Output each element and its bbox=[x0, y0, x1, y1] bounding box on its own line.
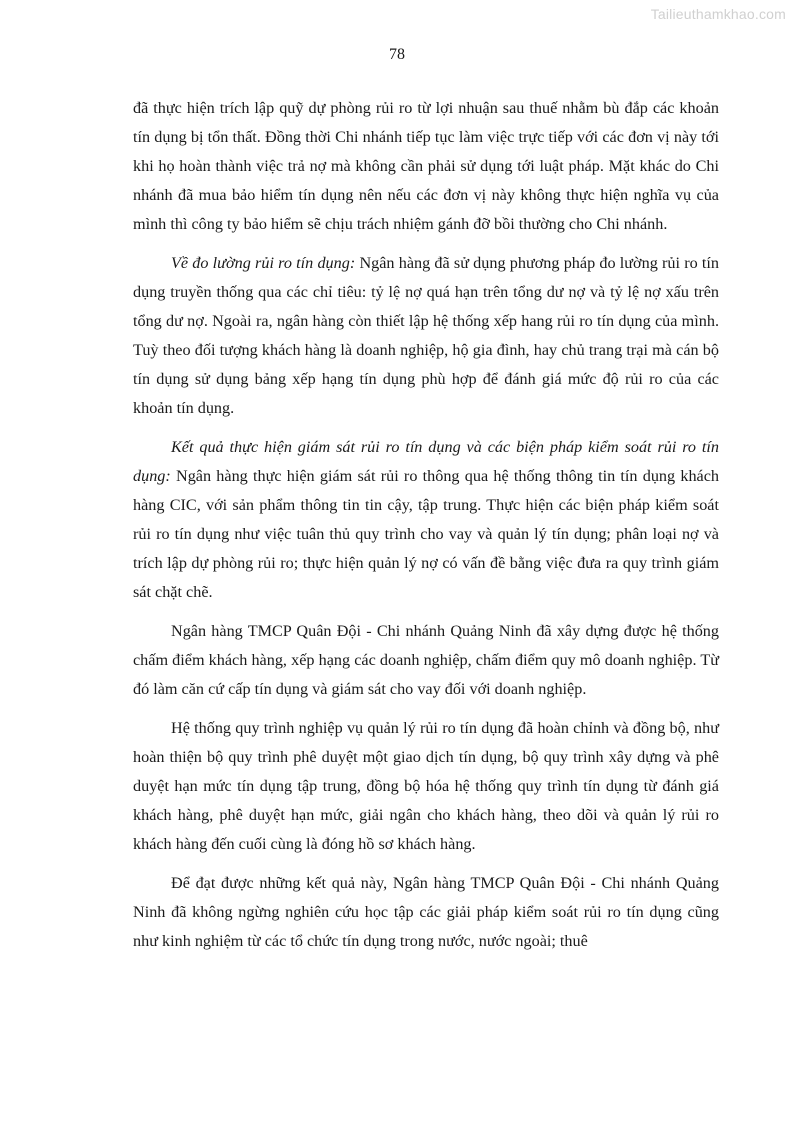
paragraph-2 bbox=[133, 249, 719, 423]
paragraph-6: Để đạt được những kết quả này, Ngân hàng TMCP Quân Đội - Chi nhánh Quảng Ninh đã không ngừng nghiên cứu học tập các giải pháp kiểm soát rủi ro tín dụng cũng như kinh nghiệm từ các tổ chức tín dụng trong nước, nước ngoài; thuê bbox=[133, 874, 719, 950]
paragraph-4: Ngân hàng TMCP Quân Đội - Chi nhánh Quảng Ninh đã xây dựng được hệ thống chấm điểm khách hàng, xếp hạng các doanh nghiệp, chấm điểm quy mô doanh nghiệp. Từ đó làm căn cứ cấp tín dụng và giám sát cho vay đối với doanh nghiệp. bbox=[133, 622, 719, 698]
paragraph-3 bbox=[133, 433, 719, 607]
page-number: 78 bbox=[389, 46, 405, 63]
watermark: Tailieuthamkhao.com bbox=[650, 6, 786, 22]
paragraph-1: đã thực hiện trích lập quỹ dự phòng rủi ro từ lợi nhuận sau thuế nhằm bù đắp các khoản tín dụng bị tổn thất. Đồng thời Chi nhánh tiếp tục làm việc trực tiếp với các đơn vị này tới khi họ hoàn thành việc trả nợ mà không cần phải sử dụng tới luật pháp. Mặt khác do Chi nhánh đã mua bảo hiểm tín dụng nên nếu các đơn vị này không thực hiện nghĩa vụ của mình thì công ty bảo hiểm sẽ chịu trách nhiệm gánh đỡ bồi thường cho Chi nhánh. bbox=[133, 99, 719, 233]
paragraph-2-heading: Về đo lường rủi ro tín dụng: bbox=[171, 254, 356, 272]
document-body bbox=[133, 94, 719, 966]
paragraph-5: Hệ thống quy trình nghiệp vụ quản lý rủi ro tín dụng đã hoàn chỉnh và đồng bộ, như hoàn thiện bộ quy trình phê duyệt một giao dịch tín dụng, bộ quy trình xây dựng và phê duyệt hạn mức tín dụng tập trung, đồng bộ hóa hệ thống quy trình tín dụng từ đánh giá khách hàng, phê duyệt hạn mức, giải ngân cho khách hàng, theo dõi và quản lý rủi ro khách hàng đến cuối cùng là đóng hồ sơ khách hàng. bbox=[133, 719, 719, 853]
paragraph-3-heading: Kết quả thực hiện giám sát rủi ro tín dụng và các biện pháp kiểm soát rủi ro tín dụng: bbox=[133, 438, 719, 485]
paragraph-3-body: Ngân hàng thực hiện giám sát rủi ro thông qua hệ thống thông tin tín dụng khách hàng CIC, với sản phẩm thông tin tin cậy, tập trung. Thực hiện các biện pháp kiểm soát rủi ro tín dụng như việc tuân thủ quy trình cho vay và quản lý tín dụng; phân loại nợ và trích lập dự phòng rủi ro; thực hiện quản lý nợ có vấn đề bằng việc đưa ra quy trình giám sát chặt chẽ. bbox=[133, 467, 719, 601]
paragraph-2-body: Ngân hàng đã sử dụng phương pháp đo lường rủi ro tín dụng truyền thống qua các chỉ tiêu: tỷ lệ nợ quá hạn trên tổng dư nợ và tỷ lệ nợ xấu trên tổng dư nợ. Ngoài ra, ngân hàng còn thiết lập hệ thống xếp hang rủi ro tín dụng của mình. Tuỳ theo đối tượng khách hàng là doanh nghiệp, hộ gia đình, hay chủ trang trại mà cán bộ tín dụng sử dụng bảng xếp hạng tín dụng phù hợp để đánh giá mức độ rủi ro của các khoản tín dụng. bbox=[133, 254, 719, 417]
